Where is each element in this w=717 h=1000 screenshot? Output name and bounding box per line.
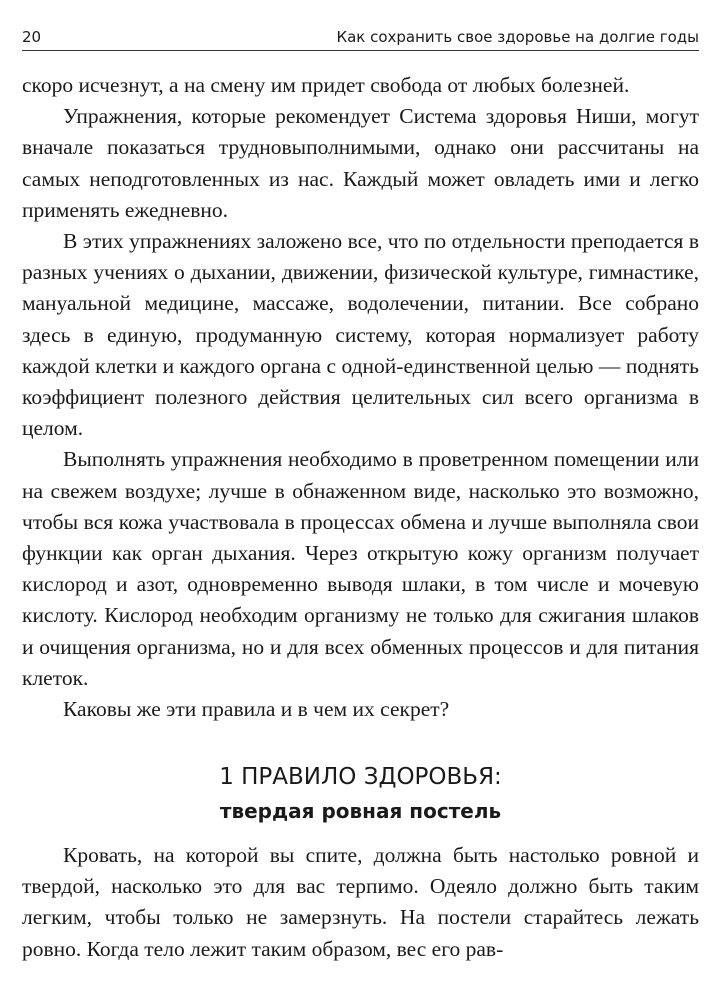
paragraph: скоро исчезнут, а на смену им придет свобода от любых болезней. [22,73,630,97]
section-text [22,840,699,965]
main-text [22,70,699,725]
paragraph: Выполнять упражнения необходимо в проветренном помещении или на свежем воздухе; лучше в обнаженном виде, насколько это возможно, чтобы вся кожа участвовала в процессах обмена и лучше выполняла свои функции как орган дыхания. Через открытую кожу организм получает кислород и азот, одновременно выводя шлаки, в том числе и мочевую кислоту. Кислород необходим организму не только для сжигания шлаков и очищения организма, но и для всех обменных процессов и для питания клеток. [22,447,699,690]
paragraph: Кровать, на которой вы спите, должна быть настолько ровной и твердой, насколько это для вас терпимо. Одеяло должно быть таким легким, чтобы только не замерзнуть. На постели старайтесь лежать ровно. Когда тело лежит таким образом, вес его рав- [22,843,699,961]
page-number: 20 [22,28,42,46]
paragraph: Упражнения, которые рекомендует Система здоровья Ниши, могут вначале показаться трудновыполнимыми, однако они рассчитаны на самых неподготовленных из нас. Каждый может овладеть ими и легко применять ежедневно. [22,104,699,222]
section-subtitle: твердая ровная постель [219,799,502,823]
section-heading [22,760,699,828]
running-header [22,20,699,51]
section-title: 1 ПРАВИЛО ЗДОРОВЬЯ: [219,764,502,790]
book-title: Как сохранить свое здоровье на долгие годы [336,28,699,46]
paragraph: В этих упражнениях заложено все, что по отдельности преподается в разных учениях о дыхании, движении, физической культуре, гимнастике, мануальной медицине, массаже, водолечении, питании. Все собрано здесь в единую, продуманную систему, которая нормализует работу каждой клетки и каждого органа с одной-единственной целью — поднять коэффициент полезного действия целительных сил всего организма в целом. [22,229,699,441]
paragraph: Каковы же эти правила и в чем их секрет? [63,697,450,722]
